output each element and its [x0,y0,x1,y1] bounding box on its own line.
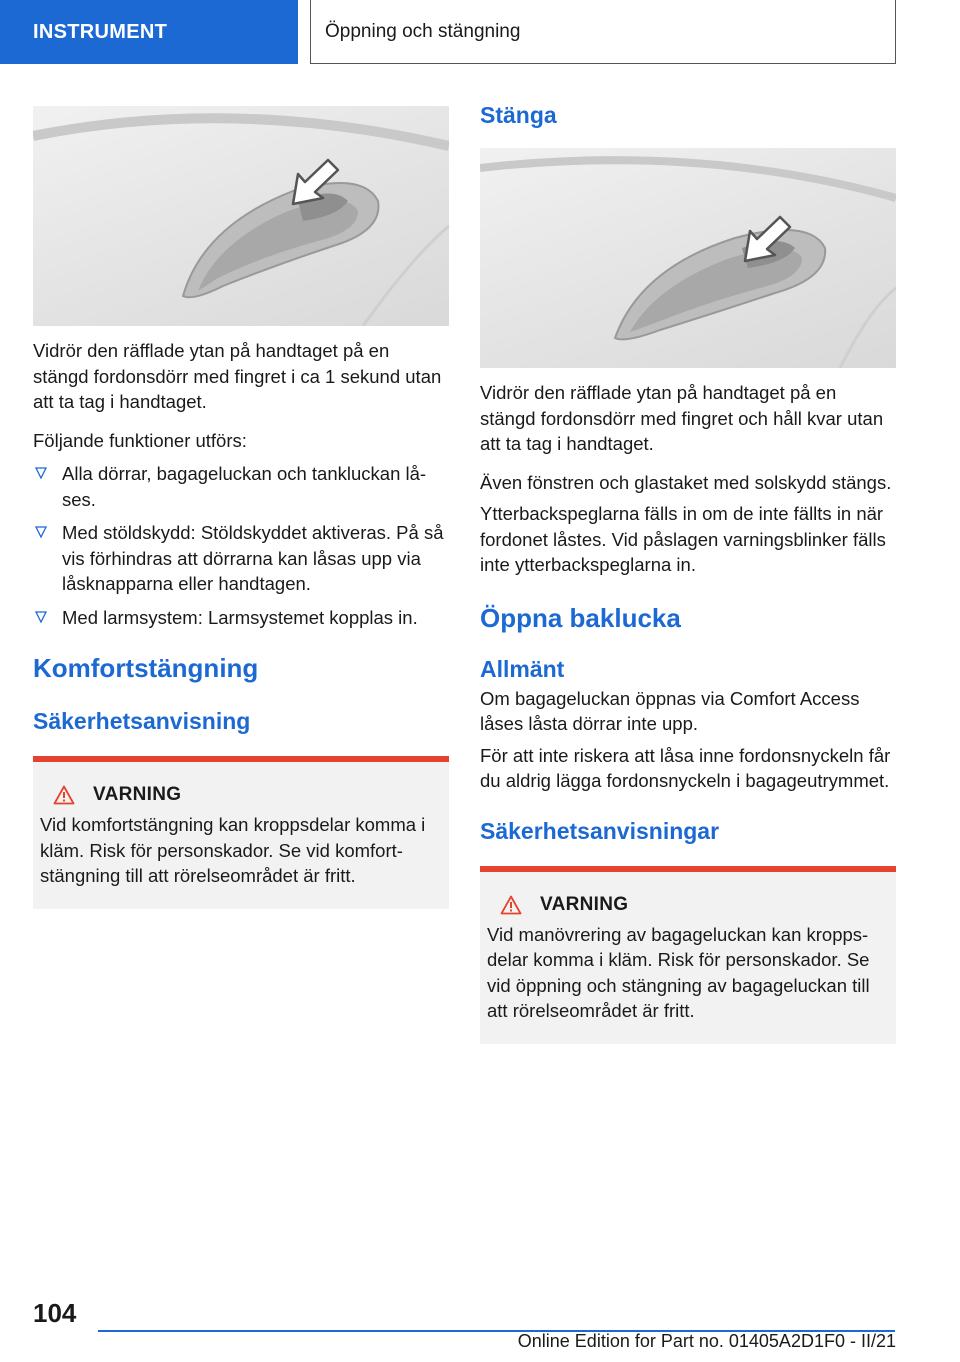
left-image-caption: Vidrör den räfflade ytan på handtaget på en stängd fordonsdörr med fingret i ca 1 sekund utan att ta tag i handtaget. [33,340,442,412]
section-title: INSTRUMENT [33,20,168,43]
chapter-title: Öppning och stängning [325,20,521,42]
windows-note: Även fönstren och glastaket med solskydd stängs. [480,471,892,493]
list-item [33,520,449,597]
list-item-text: Alla dörrar, bagageluckan och tankluckan låses. [62,463,427,510]
triangle-bullet-icon [35,526,47,538]
triangle-bullet-icon [35,611,47,623]
page-number: 104 [33,1298,77,1328]
heading-open-tailgate: Öppna baklucka [480,602,681,633]
list-item [33,461,449,512]
warning-triangle-icon [500,895,522,915]
list-item-text: Med stöldskydd: Stöldskyddet aktiveras. På så vis förhindras att dörrarna kan låsas upp via låsknapparna eller handtagen. [62,522,444,594]
warning-text: Vid manövrering av bagageluckan kan kroppsdelar komma i kläm. Risk för personskador. Se vid öppning och stängning av bagageluckan till att rörelseområdet är fritt. [487,923,870,1021]
warning-header [40,784,437,806]
warning-text: Vid komfortstängning kan kroppsdelar komma i kläm. Risk för personskador. Se vid komfortstängning till att rörelseområdet är fritt. [40,814,426,886]
door-handle-illustration [33,106,449,326]
right-column [480,100,896,1044]
key-lock-in-note: För att inte riskera att låsa inne fordonsnyckeln får du aldrig lägga fordonsnyckeln i bagageutrymmet. [480,744,891,791]
door-handle-illustration-close [480,148,896,368]
warning-triangle-icon [53,785,75,805]
heading-comfort-closing: Komfortstängning [33,653,259,683]
subheading-safety-note: Säkerhetsanvisning [33,708,251,734]
warning-box [33,756,449,909]
section-tab [0,0,298,64]
left-column [33,106,449,909]
warning-header [487,894,884,916]
chapter-header [310,0,896,64]
heading-close: Stänga [480,102,557,128]
functions-intro: Följande funktioner utförs: [33,429,247,451]
subheading-safety-notes: Säkerhetsanvisningar [480,817,720,844]
subheading-general: Allmänt [480,655,565,682]
edition-note: Online Edition for Part no. 01405A2D1F0 - II/21 [517,1331,896,1351]
functions-list [33,461,449,630]
comfort-access-note: Om bagageluckan öppnas via Comfort Access låses låsta dörrar inte upp. [480,687,860,734]
right-image-caption: Vidrör den räfflade ytan på handtaget på en stängd fordonsdörr med fingret och håll kvar utan att ta tag i handtaget. [480,382,884,454]
triangle-bullet-icon [35,467,47,479]
warning-box [480,866,896,1044]
mirrors-note: Ytterbackspeglarna fälls in om de inte fällts in när fordonet låstes. Vid påslagen varningsblinker fälls inte ytterbackspeglarna in. [480,503,886,575]
warning-title: VARNING [540,893,629,915]
list-item-text: Med larmsystem: Larmsystemet kopplas in. [62,606,418,628]
list-item [33,605,449,631]
warning-title: VARNING [93,784,182,805]
